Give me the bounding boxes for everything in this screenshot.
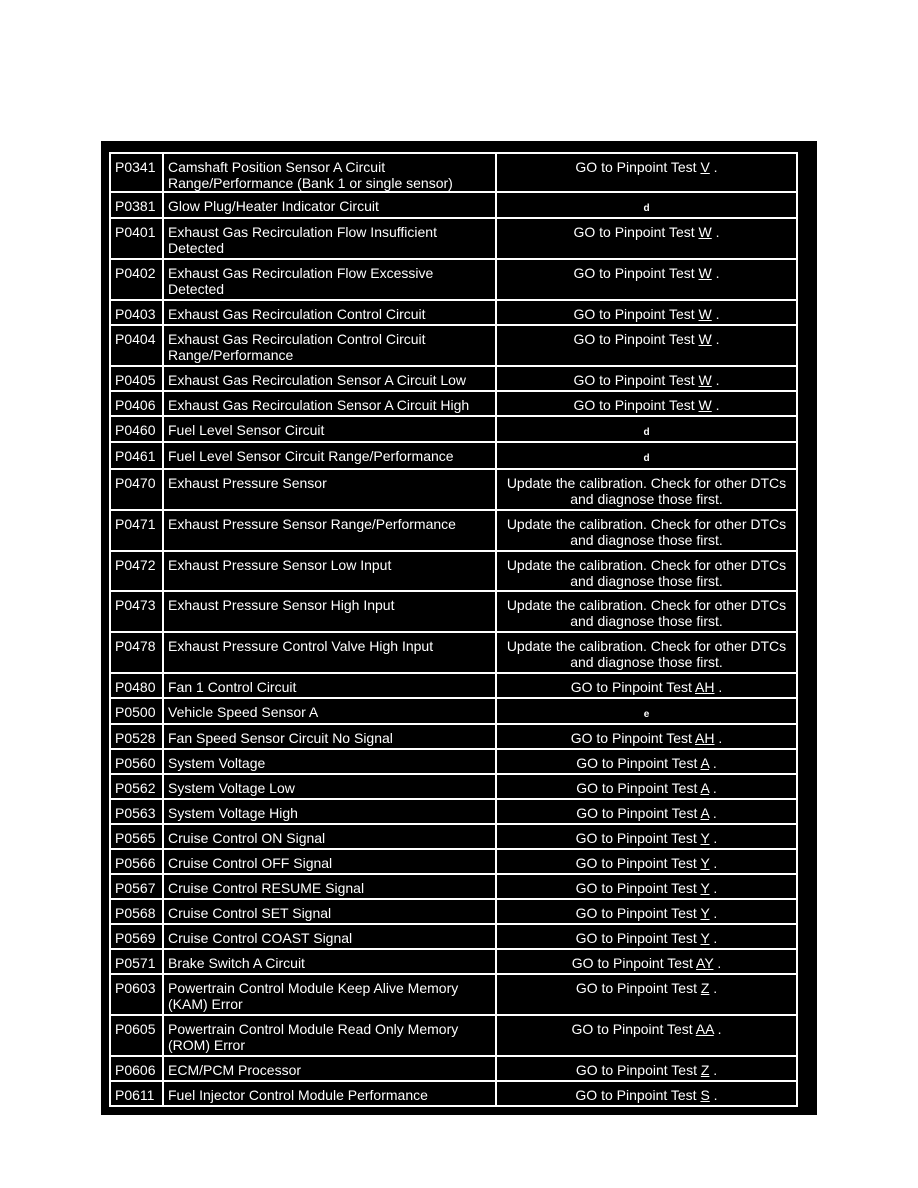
- dtc-action: [495, 825, 798, 850]
- action-prefix: GO to Pinpoint Test: [573, 397, 699, 413]
- dtc-table: [109, 152, 798, 1107]
- dtc-code: P0606: [109, 1057, 162, 1082]
- action-prefix: GO to Pinpoint Test: [576, 755, 701, 771]
- dtc-description: Cruise Control ON Signal: [162, 825, 495, 850]
- dtc-description: Exhaust Pressure Sensor Low Input: [162, 552, 495, 592]
- pinpoint-test-link[interactable]: AH: [695, 730, 715, 746]
- dtc-action: [495, 800, 798, 825]
- dtc-code: P0480: [109, 674, 162, 699]
- dtc-action: [495, 326, 798, 367]
- action-prefix: GO to Pinpoint Test: [575, 930, 701, 946]
- pinpoint-test-link[interactable]: W: [698, 331, 712, 347]
- dtc-description: ECM/PCM Processor: [162, 1057, 495, 1082]
- dtc-action: [495, 975, 798, 1016]
- action-suffix: .: [711, 397, 720, 413]
- dtc-row: [109, 193, 798, 219]
- dtc-description: Exhaust Pressure Sensor Range/Performance: [162, 511, 495, 552]
- dtc-action: [495, 392, 798, 417]
- dtc-action: [495, 152, 798, 193]
- dtc-code: P0460: [109, 417, 162, 443]
- action-prefix: GO to Pinpoint Test: [573, 224, 699, 240]
- action-prefix: GO to Pinpoint Test: [570, 679, 696, 695]
- dtc-action: [495, 552, 798, 592]
- dtc-table-frame: [101, 141, 817, 1115]
- action-prefix: GO to Pinpoint Test: [573, 306, 699, 322]
- pinpoint-test-link[interactable]: Y: [700, 930, 710, 946]
- dtc-row: [109, 326, 798, 367]
- action-prefix: GO to Pinpoint Test: [573, 372, 699, 388]
- dtc-description: Fuel Level Sensor Circuit: [162, 417, 495, 443]
- dtc-action: [495, 511, 798, 552]
- dtc-description: Exhaust Pressure Sensor: [162, 470, 495, 511]
- dtc-description: Exhaust Pressure Sensor High Input: [162, 592, 495, 633]
- dtc-code: P0563: [109, 800, 162, 825]
- action-prefix: GO to Pinpoint Test: [575, 980, 701, 996]
- dtc-action: [495, 1057, 798, 1082]
- dtc-row: [109, 1057, 798, 1082]
- dtc-row: [109, 699, 798, 725]
- action-prefix: GO to Pinpoint Test: [575, 830, 701, 846]
- dtc-action: [495, 260, 798, 301]
- dtc-row: [109, 592, 798, 633]
- dtc-code: P0569: [109, 925, 162, 950]
- dtc-code: P0472: [109, 552, 162, 592]
- dtc-description: Vehicle Speed Sensor A: [162, 699, 495, 725]
- action-suffix: .: [709, 1087, 718, 1103]
- dtc-description: Cruise Control OFF Signal: [162, 850, 495, 875]
- action-suffix: .: [709, 805, 717, 821]
- dtc-code: P0470: [109, 470, 162, 511]
- dtc-row: [109, 900, 798, 925]
- dtc-code: P0603: [109, 975, 162, 1016]
- dtc-code: P0611: [109, 1082, 162, 1107]
- dtc-description: Brake Switch A Circuit: [162, 950, 495, 975]
- pinpoint-test-link[interactable]: W: [698, 224, 712, 240]
- dtc-row: [109, 152, 798, 193]
- action-suffix: .: [709, 755, 717, 771]
- dtc-code: P0461: [109, 443, 162, 470]
- dtc-description: Glow Plug/Heater Indicator Circuit: [162, 193, 495, 219]
- pinpoint-test-link[interactable]: Z: [700, 1062, 710, 1078]
- dtc-description: Cruise Control COAST Signal: [162, 925, 495, 950]
- dtc-row: [109, 850, 798, 875]
- action-prefix: GO to Pinpoint Test: [576, 805, 701, 821]
- dtc-row: [109, 470, 798, 511]
- dtc-code: P0560: [109, 750, 162, 775]
- dtc-description: Exhaust Gas Recirculation Control Circuit Range/Performance: [162, 326, 495, 367]
- dtc-action: [495, 875, 798, 900]
- pinpoint-test-link[interactable]: W: [698, 265, 712, 281]
- dtc-row: [109, 825, 798, 850]
- action-text: Update the calibration. Check for other DTCs and diagnose those first.: [506, 638, 787, 670]
- action-suffix: .: [709, 1062, 718, 1078]
- pinpoint-test-link[interactable]: AA: [695, 1021, 714, 1037]
- dtc-code: P0402: [109, 260, 162, 301]
- dtc-code: P0341: [109, 152, 162, 193]
- pinpoint-test-link[interactable]: A: [700, 780, 710, 796]
- dtc-row: [109, 725, 798, 750]
- action-suffix: .: [709, 855, 718, 871]
- pinpoint-test-link[interactable]: Y: [700, 880, 710, 896]
- action-suffix: .: [713, 1021, 722, 1037]
- dtc-row: [109, 511, 798, 552]
- action-prefix: GO to Pinpoint Test: [573, 331, 699, 347]
- dtc-action: [495, 367, 798, 392]
- pinpoint-test-link[interactable]: Z: [700, 980, 710, 996]
- action-suffix: .: [709, 159, 718, 175]
- dtc-code: P0528: [109, 725, 162, 750]
- dtc-code: P0405: [109, 367, 162, 392]
- action-prefix: GO to Pinpoint Test: [576, 780, 701, 796]
- dtc-row: [109, 1016, 798, 1057]
- dtc-code: P0478: [109, 633, 162, 674]
- dtc-action: [495, 900, 798, 925]
- action-prefix: GO to Pinpoint Test: [571, 1021, 696, 1037]
- dtc-description: Fuel Level Sensor Circuit Range/Performance: [162, 443, 495, 470]
- pinpoint-test-link[interactable]: W: [698, 372, 712, 388]
- action-suffix: .: [709, 780, 717, 796]
- dtc-action: [495, 925, 798, 950]
- footnote-marker: e: [643, 709, 650, 720]
- action-suffix: .: [711, 265, 720, 281]
- action-prefix: GO to Pinpoint Test: [570, 730, 696, 746]
- dtc-row: [109, 219, 798, 260]
- action-suffix: .: [711, 306, 720, 322]
- dtc-description: Cruise Control SET Signal: [162, 900, 495, 925]
- dtc-row: [109, 800, 798, 825]
- footnote-marker: d: [643, 427, 650, 438]
- action-text: Update the calibration. Check for other DTCs and diagnose those first.: [506, 557, 787, 589]
- action-suffix: .: [711, 224, 720, 240]
- dtc-action: [495, 193, 798, 219]
- dtc-row: [109, 875, 798, 900]
- dtc-row: [109, 392, 798, 417]
- dtc-row: [109, 975, 798, 1016]
- dtc-action: [495, 850, 798, 875]
- dtc-action: [495, 725, 798, 750]
- dtc-code: P0406: [109, 392, 162, 417]
- action-text: Update the calibration. Check for other DTCs and diagnose those first.: [506, 597, 787, 629]
- dtc-code: P0571: [109, 950, 162, 975]
- action-suffix: .: [709, 880, 718, 896]
- dtc-action: [495, 699, 798, 725]
- dtc-description: Exhaust Gas Recirculation Control Circuit: [162, 301, 495, 326]
- action-suffix: .: [714, 679, 723, 695]
- dtc-code: P0565: [109, 825, 162, 850]
- dtc-action: [495, 443, 798, 470]
- action-suffix: .: [709, 930, 718, 946]
- pinpoint-test-link[interactable]: A: [700, 805, 710, 821]
- pinpoint-test-link[interactable]: W: [698, 397, 712, 413]
- dtc-description: Camshaft Position Sensor A Circuit Range/Performance (Bank 1 or single sensor): [162, 152, 495, 193]
- dtc-description: Powertrain Control Module Read Only Memory (ROM) Error: [162, 1016, 495, 1057]
- action-prefix: GO to Pinpoint Test: [575, 1062, 701, 1078]
- pinpoint-test-link[interactable]: Y: [700, 830, 710, 846]
- pinpoint-test-link[interactable]: A: [700, 755, 710, 771]
- dtc-table-body: [109, 152, 798, 1107]
- dtc-row: [109, 260, 798, 301]
- dtc-code: P0381: [109, 193, 162, 219]
- footnote-marker: d: [643, 453, 650, 464]
- dtc-row: [109, 674, 798, 699]
- dtc-action: [495, 417, 798, 443]
- action-prefix: GO to Pinpoint Test: [575, 880, 701, 896]
- action-suffix: .: [713, 955, 722, 971]
- dtc-code: P0567: [109, 875, 162, 900]
- dtc-row: [109, 775, 798, 800]
- pinpoint-test-link[interactable]: Y: [700, 855, 710, 871]
- dtc-description: Exhaust Gas Recirculation Sensor A Circuit High: [162, 392, 495, 417]
- action-text: Update the calibration. Check for other DTCs and diagnose those first.: [506, 475, 787, 507]
- dtc-code: P0403: [109, 301, 162, 326]
- dtc-code: P0473: [109, 592, 162, 633]
- action-prefix: GO to Pinpoint Test: [575, 855, 701, 871]
- dtc-action: [495, 1016, 798, 1057]
- dtc-row: [109, 417, 798, 443]
- dtc-action: [495, 301, 798, 326]
- action-prefix: GO to Pinpoint Test: [573, 265, 699, 281]
- dtc-description: System Voltage High: [162, 800, 495, 825]
- dtc-description: System Voltage: [162, 750, 495, 775]
- dtc-row: [109, 950, 798, 975]
- dtc-row: [109, 367, 798, 392]
- action-suffix: .: [709, 980, 718, 996]
- dtc-description: Fan Speed Sensor Circuit No Signal: [162, 725, 495, 750]
- dtc-description: Fan 1 Control Circuit: [162, 674, 495, 699]
- footnote-marker: d: [643, 203, 650, 214]
- action-text: Update the calibration. Check for other DTCs and diagnose those first.: [506, 516, 787, 548]
- dtc-action: [495, 750, 798, 775]
- dtc-code: P0500: [109, 699, 162, 725]
- dtc-code: P0401: [109, 219, 162, 260]
- pinpoint-test-link[interactable]: W: [698, 306, 712, 322]
- dtc-action: [495, 219, 798, 260]
- dtc-action: [495, 633, 798, 674]
- action-suffix: .: [709, 905, 718, 921]
- dtc-action: [495, 950, 798, 975]
- dtc-description: System Voltage Low: [162, 775, 495, 800]
- dtc-description: Powertrain Control Module Keep Alive Memory (KAM) Error: [162, 975, 495, 1016]
- dtc-action: [495, 470, 798, 511]
- dtc-code: P0605: [109, 1016, 162, 1057]
- dtc-action: [495, 775, 798, 800]
- action-prefix: GO to Pinpoint Test: [571, 955, 697, 971]
- action-prefix: GO to Pinpoint Test: [575, 905, 701, 921]
- dtc-description: Fuel Injector Control Module Performance: [162, 1082, 495, 1107]
- dtc-row: [109, 552, 798, 592]
- action-suffix: .: [711, 372, 720, 388]
- pinpoint-test-link[interactable]: Y: [700, 905, 710, 921]
- action-prefix: GO to Pinpoint Test: [575, 1087, 701, 1103]
- dtc-row: [109, 925, 798, 950]
- action-prefix: GO to Pinpoint Test: [575, 159, 701, 175]
- dtc-code: P0566: [109, 850, 162, 875]
- dtc-description: Exhaust Gas Recirculation Sensor A Circuit Low: [162, 367, 495, 392]
- pinpoint-test-link[interactable]: V: [700, 159, 710, 175]
- dtc-code: P0568: [109, 900, 162, 925]
- dtc-description: Exhaust Gas Recirculation Flow Insufficient Detected: [162, 219, 495, 260]
- dtc-code: P0471: [109, 511, 162, 552]
- pinpoint-test-link[interactable]: S: [700, 1087, 710, 1103]
- dtc-code: P0404: [109, 326, 162, 367]
- dtc-row: [109, 750, 798, 775]
- dtc-action: [495, 674, 798, 699]
- action-suffix: .: [714, 730, 723, 746]
- dtc-row: [109, 301, 798, 326]
- dtc-action: [495, 1082, 798, 1107]
- action-suffix: .: [711, 331, 720, 347]
- dtc-row: [109, 633, 798, 674]
- dtc-row: [109, 1082, 798, 1107]
- dtc-description: Cruise Control RESUME Signal: [162, 875, 495, 900]
- dtc-row: [109, 443, 798, 470]
- dtc-description: Exhaust Gas Recirculation Flow Excessive Detected: [162, 260, 495, 301]
- pinpoint-test-link[interactable]: AH: [695, 679, 715, 695]
- pinpoint-test-link[interactable]: AY: [696, 955, 714, 971]
- dtc-code: P0562: [109, 775, 162, 800]
- dtc-action: [495, 592, 798, 633]
- action-suffix: .: [709, 830, 718, 846]
- dtc-description: Exhaust Pressure Control Valve High Input: [162, 633, 495, 674]
